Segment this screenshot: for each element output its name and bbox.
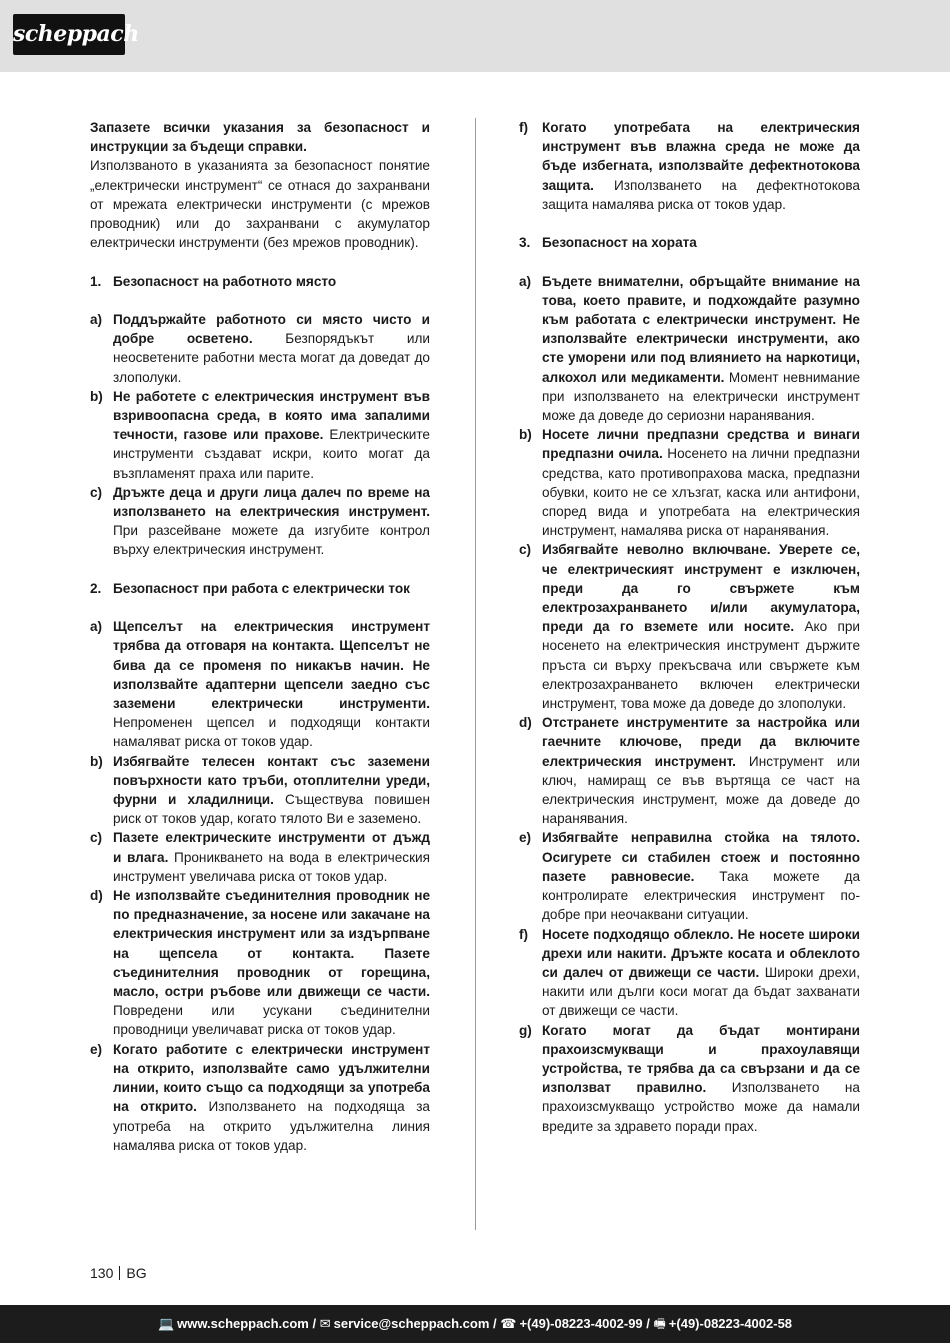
item-label: b) (90, 753, 103, 769)
list-item (519, 713, 860, 828)
item-text: Инструмент или ключ, намиращ се във въртяща се част на електрическия инструмент, може да доведе до наранявания. (542, 753, 860, 827)
footer-bar (0, 1305, 950, 1343)
section-title: Безопасност на работното място (113, 273, 337, 289)
item-bold-text: Когато употребата на електрическия инструмент във влажна среда не може да бъде избегната, използвайте дефектнотокова защита. (542, 120, 860, 193)
item-label: a) (519, 273, 532, 289)
item-text: Повредени или усукани съединителни проводници увеличават риска от токов удар. (113, 1003, 430, 1038)
item-bold-text: Когато работите с електрически инструмент на открито, използвайте само удължителни линии, които също са подходящи за употреба на открито. (113, 1041, 430, 1115)
section-title: Безопасност при работа с електрически ток (113, 580, 410, 596)
footer-fax: +(49)-08223-4002-58 (668, 1316, 793, 1331)
item-bold-text: Избягвайте телесен контакт със заземени повърхности като тръби, отоплителни уреди, фурни и хладилници. (113, 753, 430, 808)
item-bold-text: Носете лични предпазни средства и винаги предпазни очила. (542, 427, 860, 462)
item-bold-text: Когато могат да бъдат монтирани прахоизсмукващи и прахоулавящи устройства, те трябва да са свързани и да се използват правилно. (542, 1022, 860, 1096)
item-text: Момент невнимание при използването на електрически инструмент може да доведе до сериозни наранявания. (542, 369, 860, 424)
item-bold-text: Не използвайте съединителния проводник не по предназначение, за носене или закачане на електрическия инструмент или за издърпване на щепсела от контакта. Пазете съединителния проводник от горещина, масло, остри ръбове или движещи се части. (113, 888, 430, 1000)
item-text: Така можете да контролирате електрическия инструмент по-добре при неочаквани ситуации. (542, 868, 860, 923)
item-bold-text: Бъдете внимателни, обръщайте внимание на това, което правите, и подхождайте разумно към работата с електрически инструмент. Не използвайте електрически инструменти, ако сте уморени или под влиянието на наркотици, алкохол или медикаменти. (542, 273, 860, 385)
item-bold-text: Носете подходящо облекло. Не носете широки дрехи или накити. Дръжте косата и облеклото си далеч от движещи се части. (542, 926, 860, 980)
fax-icon: 🖷 (653, 1316, 666, 1331)
list-item (519, 118, 860, 214)
footer-phone: +(49)-08223-4002-99 / (519, 1316, 650, 1331)
footer-email[interactable]: service@scheppach.com / (333, 1316, 497, 1331)
item-label: e) (90, 1041, 103, 1057)
item-label: d) (90, 888, 103, 904)
item-bold-text: Щепселът на електрическия инструмент трябва да отговаря на контакта. Щепселът не бива да се променя по никакъв начин. Не използвайте адаптерни щепсели заедно със заземени електрически инструменти. (113, 619, 430, 712)
item-bold-text: Не работете с електрическия инструмент във взривоопасна среда, в която има запалими течности, газове или прахове. (113, 388, 430, 443)
list-item (90, 310, 430, 387)
item-bold-text: Поддържайте работното си място чисто и добре осветено. (113, 312, 430, 347)
item-text: Използването на прахоизсмукващо устройство може да намали вредите за здравето поради прах. (542, 1080, 860, 1134)
item-label: a) (90, 619, 103, 635)
list-item (90, 483, 430, 560)
item-bold-text: Пазете електрическите инструменти от дъжд и влага. (113, 830, 430, 865)
item-text: Използването на дефектнотокова защита намалява риска от токов удар. (542, 177, 860, 212)
intro-heading: Запазете всички указания за безопасност и инструкции за бъдещи справки. (90, 120, 430, 155)
computer-icon: 💻 (157, 1316, 175, 1331)
section-heading-1 (90, 272, 430, 291)
list-item (519, 425, 860, 540)
item-text: Съществува повишен риск от токов удар, когато тялото Ви е заземено. (113, 792, 431, 827)
item-label: f) (519, 120, 529, 135)
item-text: При разсейване можете да изгубите контрол върху електрическия инструмент. (113, 523, 430, 558)
section-heading-2 (90, 579, 430, 598)
page-number-value: 130 (90, 1265, 114, 1281)
left-column (90, 118, 430, 1155)
section-title: Безопасност на хората (542, 235, 697, 251)
item-label: b) (90, 388, 103, 404)
footer-website[interactable]: www.scheppach.com / (177, 1316, 317, 1331)
item-label: c) (519, 542, 532, 558)
item-text: Проникването на вода в електрическия инструмент увеличава риска от токов удар. (113, 849, 430, 884)
section-number: 2. (90, 580, 102, 596)
item-label: f) (519, 926, 529, 942)
item-label: d) (519, 715, 532, 731)
list-item (519, 540, 860, 713)
page-language: BG (126, 1265, 147, 1281)
page-number (90, 1265, 147, 1281)
section-heading-3 (519, 233, 860, 252)
list-item (519, 272, 860, 426)
item-label: c) (90, 830, 103, 846)
list-item (90, 617, 430, 751)
page-number-separator (119, 1266, 120, 1280)
item-bold-text: Дръжте деца и други лица далеч по време на използването на електрическия инструмент. (113, 484, 430, 520)
phone-icon: ☎ (500, 1316, 517, 1331)
list-item (90, 752, 430, 829)
item-text: Ако при носенето на електрическия инструмент държите пръста си върху прекъсвача или свържете към електрозахранването включен електрически инструмент, това може да доведе до злополуки. (542, 619, 860, 712)
item-text: Безпорядъкът или неосветените работни места могат да доведат до злополуки. (113, 331, 430, 385)
item-label: e) (519, 830, 532, 846)
item-text: Непроменен щепсел и подходящи контакти намаляват риска от токов удар. (113, 715, 430, 750)
list-item (519, 925, 860, 1021)
item-text: Електрическите инструменти създават искри, които могат да възпламенят праха или парите. (113, 427, 430, 481)
mail-icon: ✉ (319, 1316, 331, 1331)
intro-text: Използваното в указанията за безопасност понятие „електрически инструмент“ се отнася до захранвани от мрежата електрически инструменти (с мрежов проводник) или до захранвани с акумулатор електрически инструменти (без мрежов проводник). (90, 158, 430, 251)
header-bar (0, 0, 950, 72)
brand-logo: scheppach (13, 14, 125, 55)
section-number: 3. (519, 235, 531, 251)
list-item (90, 1040, 430, 1155)
item-text: Широки дрехи, накити или дълги коси могат да бъдат захванати от движещи се части. (542, 964, 860, 1019)
item-text: Носенето на лични предпазни средства, като противопрахова маска, предпазни обувки, които не се хлъзгат, каска или антифони, според вида и употребата на електрическия инструмент, намалява риска от наранявания. (542, 446, 860, 539)
item-bold-text: Избягвайте неволно включване. Уверете се, че електрическият инструмент е изключен, преди да го свържете към електрозахранването и/или акумулатора, преди да го вземете или носите. (542, 542, 860, 635)
list-item (90, 387, 430, 483)
item-bold-text: Отстранете инструментите за настройка или гаечните ключове, преди да включите електрическия инструмент. (542, 715, 860, 769)
item-label: c) (90, 484, 103, 500)
item-label: g) (519, 1022, 532, 1038)
list-item (519, 1021, 860, 1136)
section-number: 1. (90, 273, 102, 289)
list-item (90, 886, 430, 1040)
item-bold-text: Избягвайте неправилна стойка на тялото. Осигурете си стабилен стоеж и постоянно пазете равновесие. (542, 830, 860, 884)
column-divider (475, 118, 476, 1230)
item-label: a) (90, 312, 103, 327)
item-label: b) (519, 427, 532, 443)
right-column (519, 118, 860, 1136)
list-item (90, 828, 430, 886)
item-text: Използването на подходяща за употреба на открито удължителна линия намалява риска от токов удар. (113, 1099, 430, 1153)
list-item (519, 828, 860, 924)
